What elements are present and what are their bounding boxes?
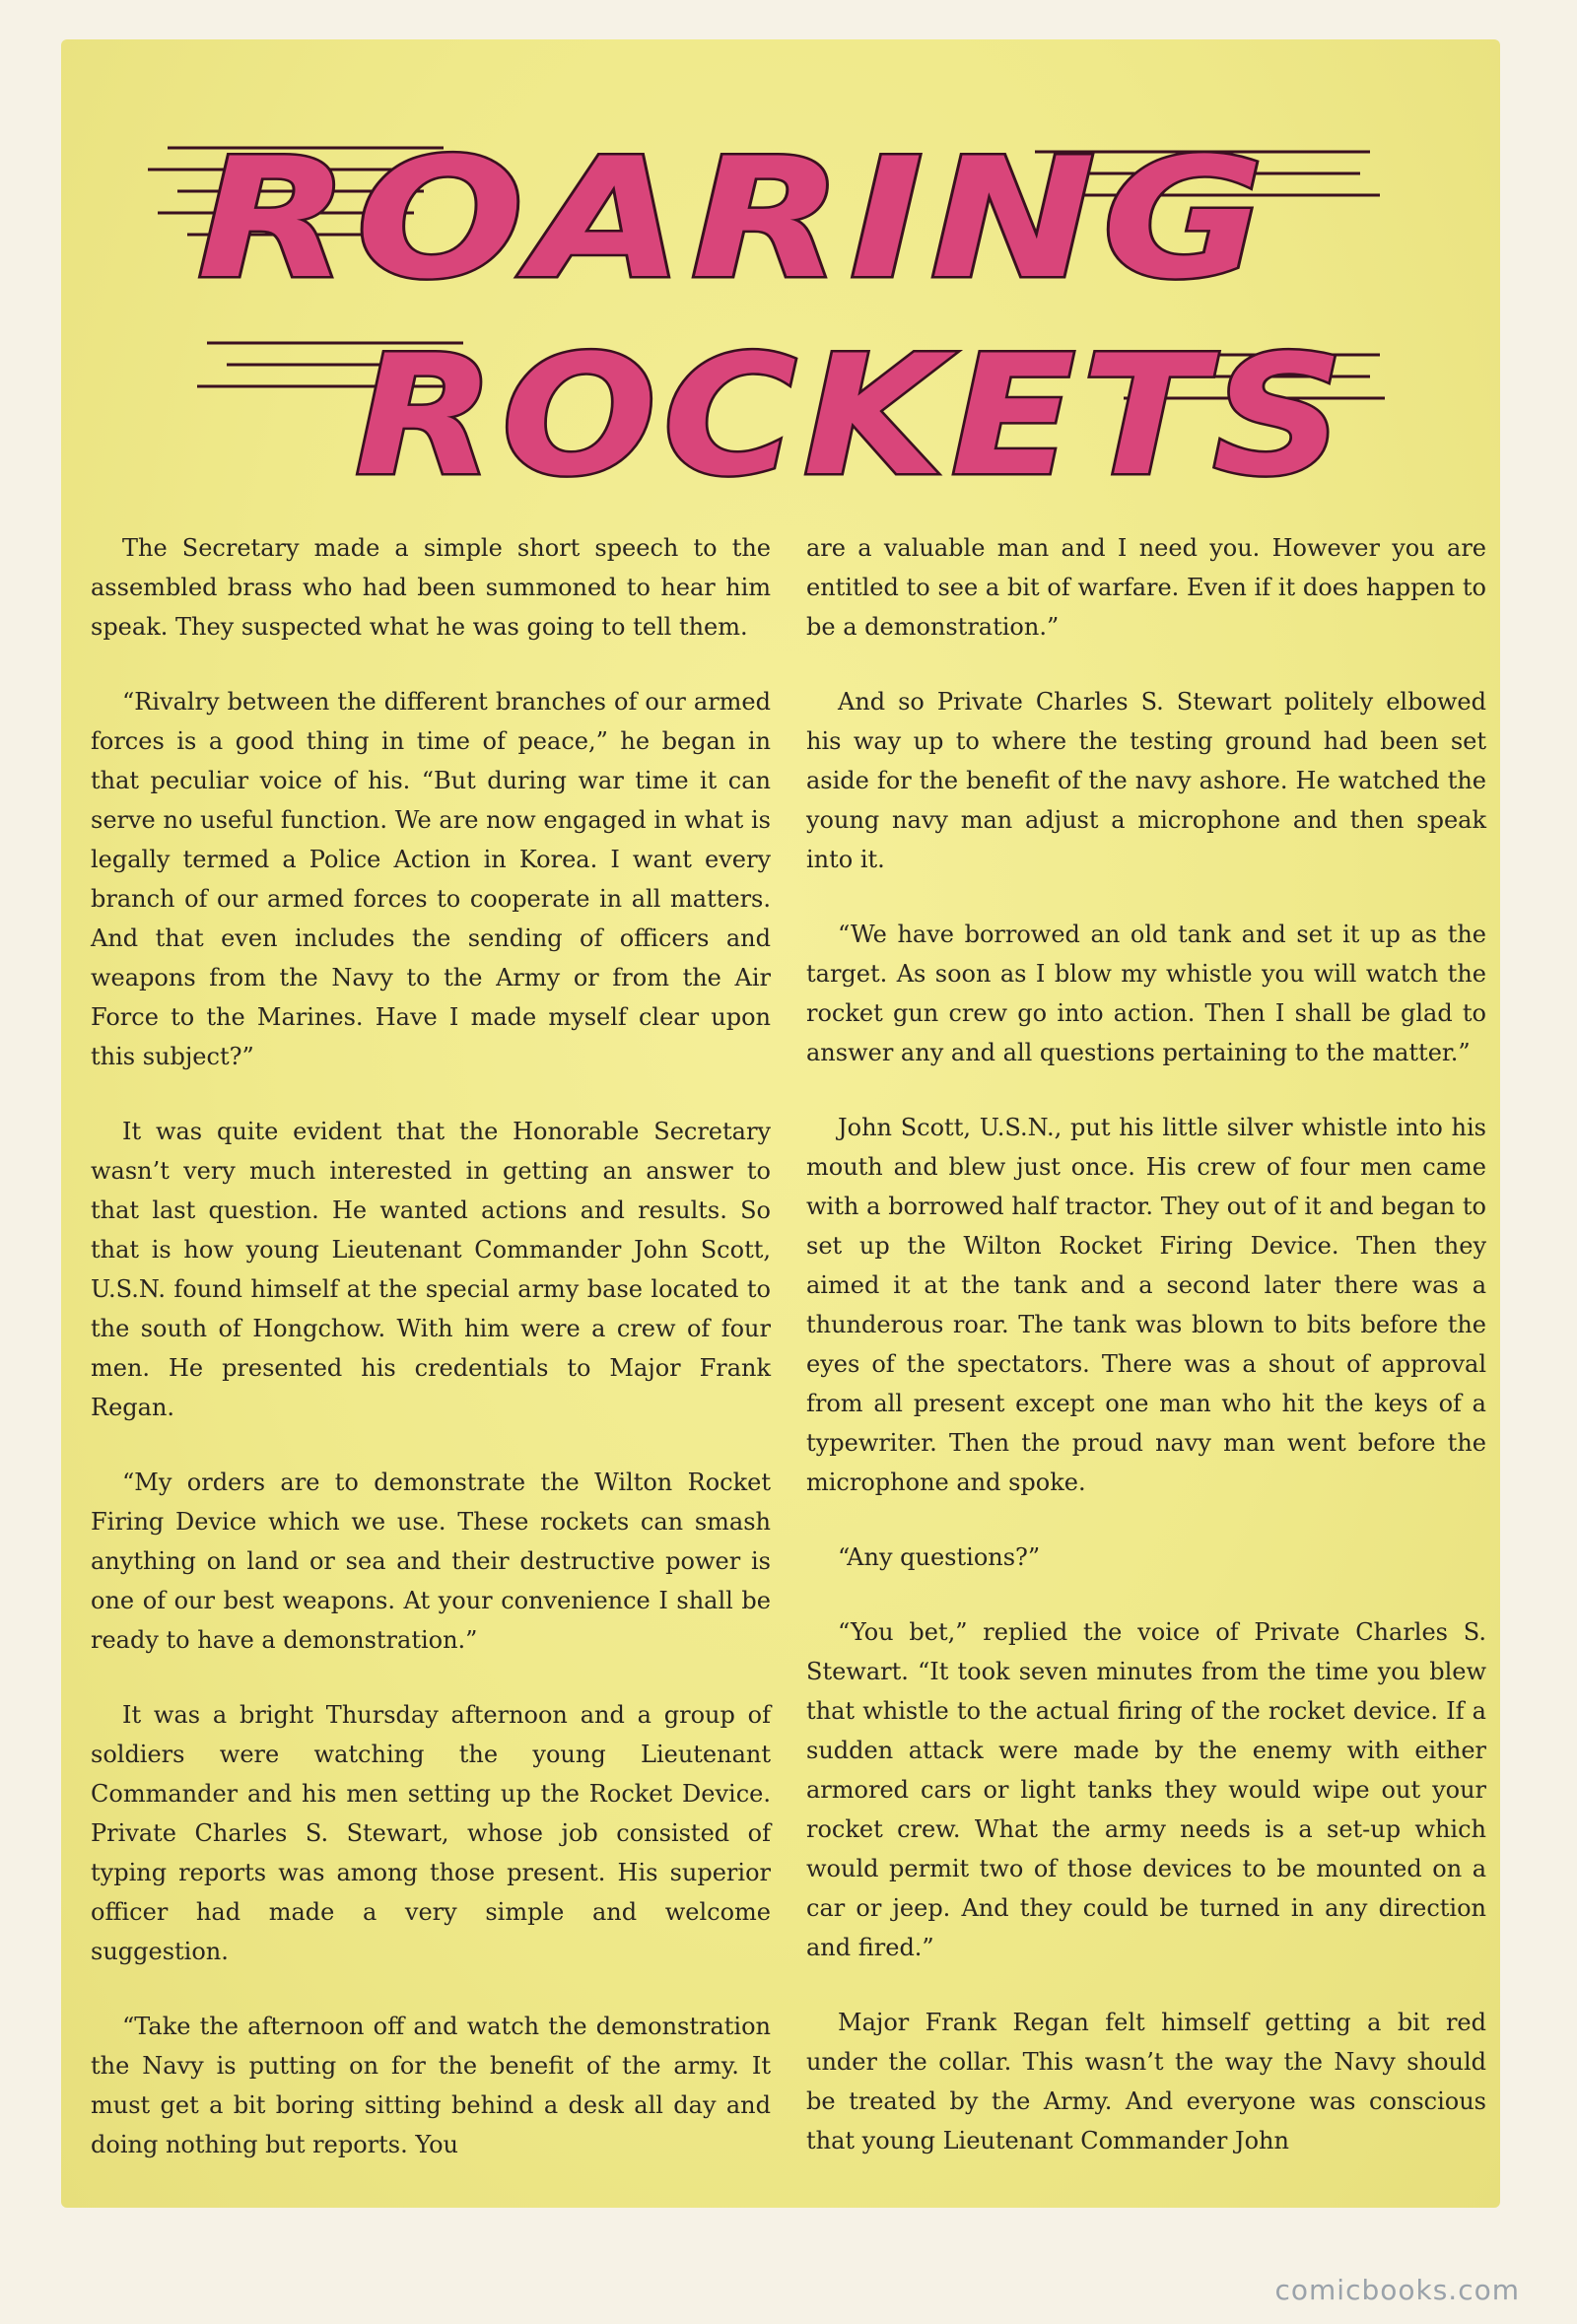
paragraph: are a valuable man and I need you. However you are entitled to see a bit of warfare. Even if it does happen to be a demonstration.” (806, 534, 1486, 641)
paragraph: And so Private Charles S. Stewart politely elbowed his way up to where the testing ground had been set aside for the benefit of the navy ashore. He watched the young navy man adjust a microphone and then speak into it. (806, 688, 1486, 873)
paragraph: “We have borrowed an old tank and set it up as the target. As soon as I blow my whistle you will watch the rocket gun crew go into action. Then I shall be glad to answer any and all questions pertaining to the matter.” (806, 921, 1486, 1066)
title-line-1: ROARING (197, 122, 1271, 315)
paragraph: The Secretary made a simple short speech to the assembled brass who had been summoned to hear him speak. They suspected what he was going to tell them. (91, 534, 771, 641)
title-line-2: ROCKETS (355, 319, 1350, 503)
paragraph: John Scott, U.S.N., put his little silver whistle into his mouth and blew just once. His crew of four men came with a borrowed half tractor. They out of it and began to set up the Wilton Rocket Firing Device. Then they aimed it at the tank and a second later there was a thunderous roar. The tank was blown to bits before the eyes of the spectators. There was a shout of approval from all present except one man who hit the keys of a typewriter. Then the proud navy man went before the microphone and spoke. (806, 1114, 1486, 1496)
paragraph: It was a bright Thursday afternoon and a group of soldiers were watching the young Lieutenant Commander and his men setting up the Rocket Device. Private Charles S. Stewart, whose job consisted of typing reports was among those present. His superior officer had made a very simple and welcome suggestion. (91, 1701, 771, 1965)
paragraph: Major Frank Regan felt himself getting a bit red under the collar. This wasn’t the way the Navy should be treated by the Army. And everyone was conscious that young Lieutenant Commander John (806, 2009, 1486, 2154)
paragraph: “My orders are to demonstrate the Wilton Rocket Firing Device which we use. These rockets can smash anything on land or sea and their destructive power is one of our best weapons. At your convenience I shall be ready to have a demonstration.” (91, 1469, 771, 1654)
paragraph: “Any questions?” (838, 1543, 1041, 1571)
paragraph: “Take the afternoon off and watch the demonstration the Navy is putting on for the benefit of the army. It must get a bit boring sitting behind a desk all day and doing nothing but reports. You (91, 2013, 771, 2158)
right-column (806, 528, 1486, 2196)
paragraph: It was quite evident that the Honorable Secretary wasn’t very much interested in getting an answer to that last question. He wanted actions and results. So that is how young Lieutenant Commander John Scott, U.S.N. found himself at the special army base located to the south of Hongchow. With him were a crew of four men. He presented his credentials to Major Frank Regan. (91, 1118, 771, 1421)
title-lettering (148, 108, 1390, 503)
paragraph: “You bet,” replied the voice of Private Charles S. Stewart. “It took seven minutes from the time you blew that whistle to the actual firing of the rocket device. If a sudden attack were made by the enemy with either armored cars or light tanks they would wipe out your rocket crew. What the army needs is a set-up which would permit two of those devices to be mounted on a car or jeep. And they could be turned in any direction and fired.” (806, 1618, 1486, 1961)
story-title (148, 108, 1390, 503)
left-column (91, 528, 771, 2200)
watermark: comicbooks.com (1274, 2274, 1520, 2306)
paragraph: “Rivalry between the different branches of our armed forces is a good thing in time of peace,” he began in that peculiar voice of his. “But during war time it can serve no useful function. We are now engaged in what is legally termed a Police Action in Korea. I want every branch of our armed forces to cooperate in all matters. And that even includes the sending of officers and weapons from the Navy to the Army or from the Air Force to the Marines. Have I made myself clear upon this subject?” (91, 688, 771, 1070)
